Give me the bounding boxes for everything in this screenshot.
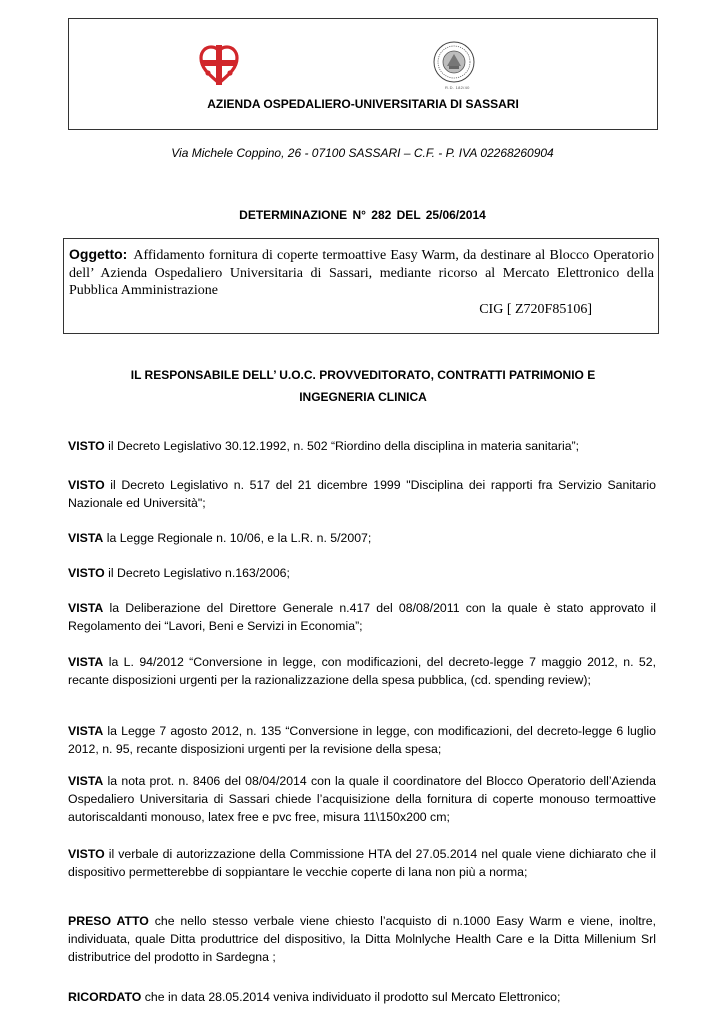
paragraph-6 — [68, 653, 656, 689]
paragraph-lead: VISTO — [68, 439, 105, 453]
paragraph-lead: VISTA — [68, 655, 104, 669]
responsabile-line-1: IL RESPONSABILE DELL’ U.O.C. PROVVEDITORATO, CONTRATTI PATRIMONIO E — [130, 368, 596, 382]
address-line: Via Michele Coppino, 26 - 07100 SASSARI – C.F. - P. IVA 02268260904 — [171, 146, 554, 160]
paragraph-2 — [68, 476, 656, 512]
paragraph-lead: VISTA — [68, 531, 104, 545]
university-seal — [432, 40, 476, 84]
oggetto-paragraph — [69, 246, 654, 300]
paragraph-lead: VISTA — [68, 724, 104, 738]
paragraph-text: che in data 28.05.2014 veniva individuato il prodotto sul Mercato Elettronico; — [141, 990, 561, 1004]
oggetto-label: Oggetto: — [69, 246, 128, 262]
determinazione-title: DETERMINAZIONE N° 282 DEL 25/06/2014 — [239, 208, 486, 222]
paragraph-10 — [68, 912, 656, 966]
paragraph-lead: RICORDATO — [68, 990, 142, 1004]
paragraph-4 — [68, 564, 656, 582]
hospital-heart-cross-logo — [197, 43, 241, 87]
paragraph-9 — [68, 845, 656, 881]
oggetto-box — [63, 238, 659, 334]
paragraph-text: il verbale di autorizzazione della Commissione HTA del 27.05.2014 nel quale viene dichiarato che il dispositivo permetterebbe di soppiantare le vecchie coperte di lana non più a norma; — [68, 847, 656, 879]
responsabile-line-2: INGEGNERIA CLINICA — [299, 390, 427, 404]
paragraph-text: il Decreto Legislativo n. 517 del 21 dicembre 1999 "Disciplina dei rapporti fra Servizio Sanitario Nazionale ed Università"; — [68, 478, 656, 510]
paragraph-lead: VISTA — [68, 774, 104, 788]
paragraph-7 — [68, 722, 656, 758]
paragraph-3 — [68, 529, 656, 547]
letterhead-box — [68, 18, 658, 130]
paragraph-text: la Deliberazione del Direttore Generale n.417 del 08/08/2011 con la quale è stato approvato il Regolamento dei “Lavori, Beni e Servizi in Economia”; — [68, 601, 656, 633]
paragraph-text: il Decreto Legislativo 30.12.1992, n. 502 “Riordino della disciplina in materia sanitaria”; — [104, 439, 580, 453]
paragraph-11 — [68, 988, 656, 1006]
oggetto-text: Affidamento fornitura di coperte termoattive Easy Warm, da destinare al Blocco Operatorio dell’ Azienda Ospedaliero Universitaria di Sassari, mediante ricorso al Mercato Elettronico della Pubblica Amministrazione — [69, 248, 654, 298]
seal-caption: R.D. 182/40 — [445, 85, 470, 90]
paragraph-lead: VISTO — [68, 478, 105, 492]
paragraph-lead: VISTO — [68, 566, 105, 580]
paragraph-8 — [68, 772, 656, 826]
organization-title: AZIENDA OSPEDALIERO-UNIVERSITARIA DI SASSARI — [207, 97, 519, 111]
paragraph-text: la L. 94/2012 “Conversione in legge, con modificazioni, del decreto-legge 7 maggio 2012, n. 52, recante disposizioni urgenti per la razionalizzazione della spesa pubblica, (cd. spending review); — [68, 655, 656, 687]
paragraph-lead: PRESO ATTO — [68, 914, 149, 928]
paragraph-text: il Decreto Legislativo n.163/2006; — [104, 566, 290, 580]
paragraph-1 — [68, 437, 656, 455]
paragraph-text: che nello stesso verbale viene chiesto l’acquisto di n.1000 Easy Warm e viene, inoltre, individuata, quale Ditta produttrice del dispositivo, la Ditta Molnlyche Health Care e la Ditta Millenium Srl distributrice del prodotto in Sardegna ; — [68, 914, 656, 964]
paragraph-text: la Legge 7 agosto 2012, n. 135 “Conversione in legge, con modificazioni, del decreto-legge 6 luglio 2012, n. 95, recante disposizioni urgenti per la revisione della spesa; — [68, 724, 656, 756]
paragraph-text: la nota prot. n. 8406 del 08/04/2014 con la quale il coordinatore del Blocco Operatorio dell’Azienda Ospedaliero Universitaria di Sassari chiede l’acquisizione della fornitura di coperte monouso termoattive autoriscaldanti monouso, latex free e pvc free, misura 11\150x200 cm; — [68, 774, 656, 824]
paragraph-text: la Legge Regionale n. 10/06, e la L.R. n. 5/2007; — [103, 531, 372, 545]
cig-code: CIG [ Z720F85106] — [479, 301, 592, 317]
paragraph-lead: VISTA — [68, 601, 104, 615]
paragraph-lead: VISTO — [68, 847, 105, 861]
paragraph-5 — [68, 599, 656, 635]
responsabile-heading — [68, 364, 658, 408]
